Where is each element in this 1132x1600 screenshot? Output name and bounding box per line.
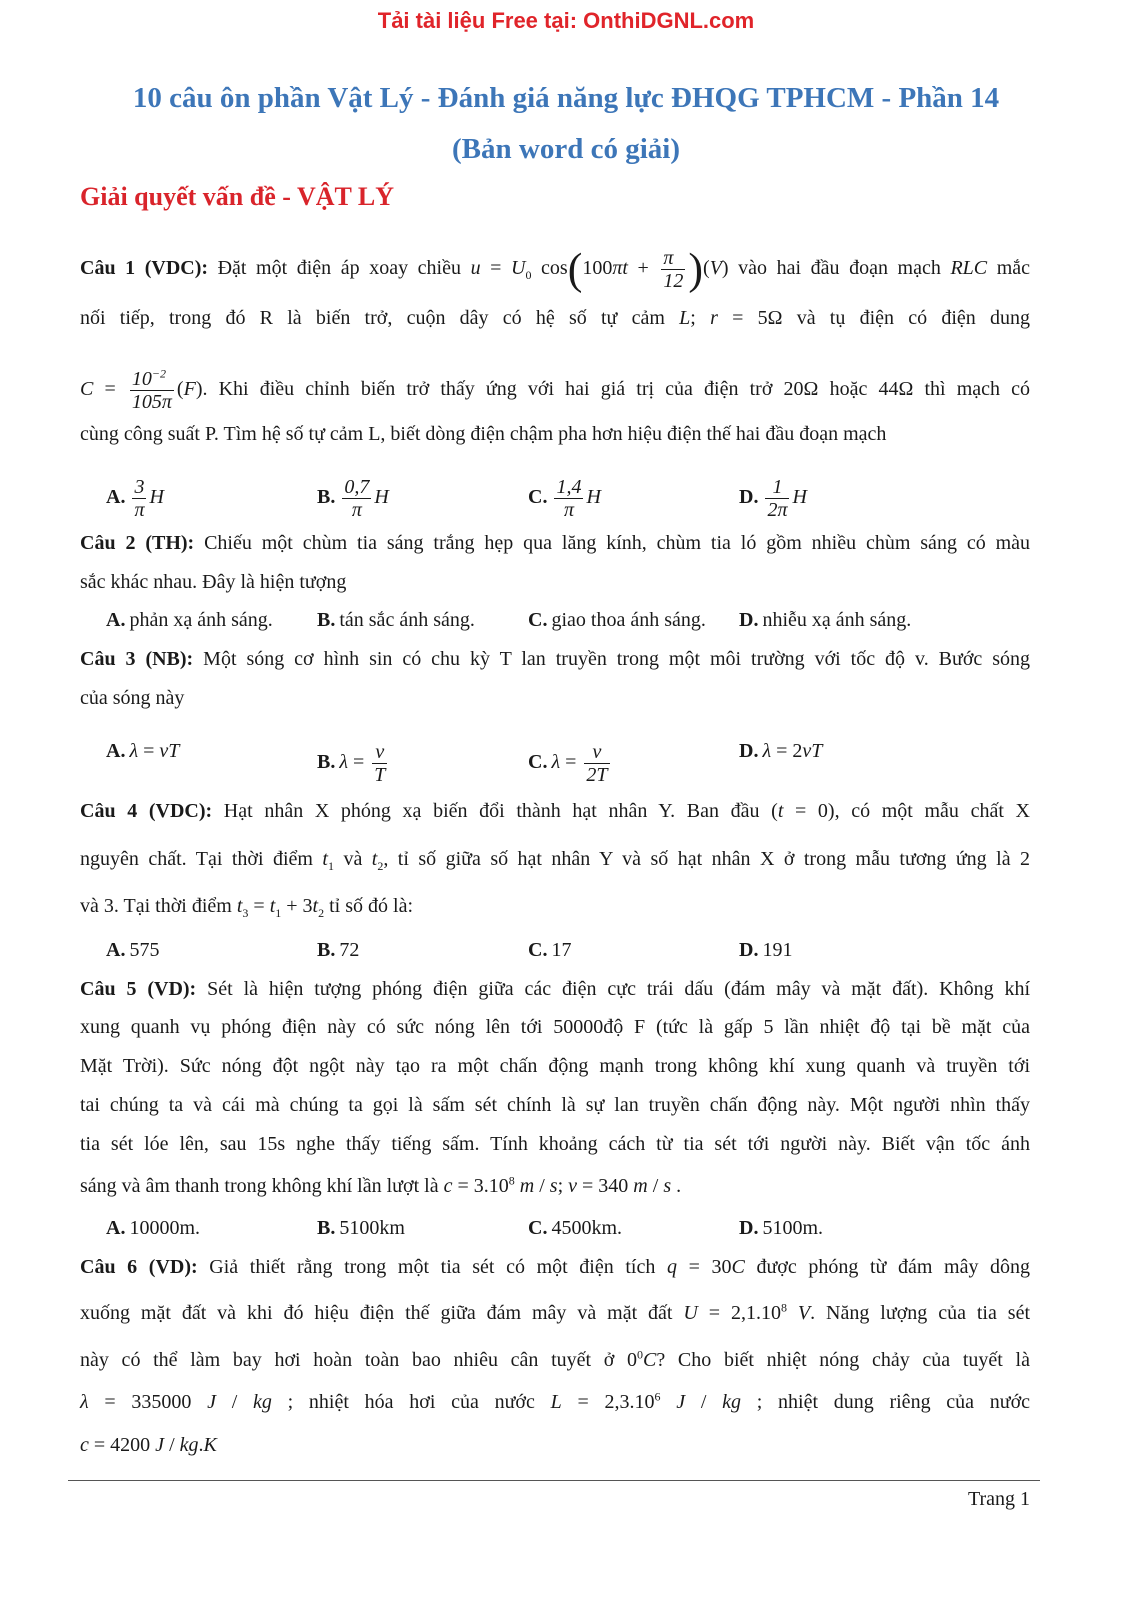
q4-t0-formula: (t = 0) — [771, 800, 835, 822]
q6-temperature-formula: $0^0C$ — [627, 1347, 657, 1371]
q5-line-4: tai chúng ta và cái mà chúng ta gọi là sấm sét chính là sự lan truyền chấn động này. Một người nhìn thấy — [80, 1094, 1030, 1116]
q4-label: Câu 4 (VDC): — [80, 800, 213, 822]
q3-option-a[interactable]: A. λ = vT — [106, 740, 180, 762]
q5-option-b[interactable]: B. 5100km — [317, 1217, 405, 1239]
q6-label: Câu 6 (VD): — [80, 1256, 198, 1278]
document-title: 10 câu ôn phần Vật Lý - Đánh giá năng lực ĐHQG TPHCM - Phần 14 — [132, 82, 1000, 114]
q5-option-c[interactable]: C. 4500km. — [528, 1217, 623, 1239]
q5-option-a[interactable]: A. 10000m. — [106, 1217, 201, 1239]
q5-line-5: tia sét lóe lên, sau 15s nghe thấy tiếng sấm. Tính khoảng cách từ tia sét tới người này. Biết vận tốc ánh — [80, 1133, 1030, 1155]
document-subtitle: (Bản word có giải) — [452, 133, 680, 165]
q5-line-3: Mặt Trời). Sức nóng đột ngột này tạo ra một chấn động mạnh trong không khí xung quanh và truyền tới — [80, 1055, 1030, 1077]
q1-line-4: cùng công suất P. Tìm hệ số tự cảm L, biết dòng điện chậm pha hơn hiệu điện thế hai đầu đoạn mạch — [80, 423, 887, 445]
q1-line-3: C = $\frac{10^{-2}}{105\pi}$ (F). Khi điều chỉnh biến trở thấy ứng với hai giá trị của điện trở 20Ω hoặc 44Ω thì mạch có — [80, 366, 1031, 413]
q2-line-1: Câu 2 (TH): Chiếu một chùm tia sáng trắng hẹp qua lăng kính, chùm tia ló gồm nhiều chùm sáng có màu — [80, 532, 1030, 554]
q5-label: Câu 5 (VD): — [80, 978, 197, 1000]
q6-specific-heat-formula: c = 4200 J / kg.K — [80, 1434, 217, 1456]
q6-line-1: Câu 6 (VD): Giả thiết rằng trong một tia sét có một điện tích q = 30C được phóng từ đám mây dông — [80, 1256, 1031, 1278]
q5-line-1: Câu 5 (VD): Sét là hiện tượng phóng điện giữa các điện cực trái dấu (đám mây và mặt đất). Không khí — [80, 978, 1031, 1000]
q4-option-d[interactable]: D. 191 — [739, 939, 793, 961]
q1-option-d[interactable]: D. $\frac{1}{2\pi}$ H — [739, 476, 807, 521]
q4-line-1: Câu 4 (VDC): Hạt nhân X phóng xạ biến đổi thành hạt nhân Y. Ban đầu (t = 0), có một mẫu chất X — [80, 800, 1030, 822]
q3-line-1: Câu 3 (NB): Một sóng cơ hình sin có chu kỳ T lan truyền trong một môi trường với tốc độ v. Bước sóng — [80, 648, 1030, 670]
section-heading: Giải quyết vấn đề - VẬT LÝ — [80, 182, 394, 211]
q4-option-b[interactable]: B. 72 — [317, 939, 360, 961]
q6-latent-heat-formula: $L = 2,3.10^6$ J / kg — [550, 1389, 742, 1413]
q6-line-5 — [80, 1435, 1030, 1455]
q4-option-a[interactable]: A. 575 — [106, 939, 160, 961]
q3-option-c[interactable]: C. λ = $\frac{v}{2T}$ — [528, 741, 608, 786]
q5-line-6: sáng và âm thanh trong không khí lần lượt là $c = 3.10^8$ m / s; v = 340 m / s . — [80, 1173, 682, 1197]
footer-divider — [68, 1480, 1040, 1481]
q5-option-d[interactable]: D. 5100m. — [739, 1217, 824, 1239]
q2-option-c[interactable]: C. giao thoa ánh sáng. — [528, 609, 706, 631]
q1-inductance-formula: L; r = 5Ω — [679, 307, 783, 329]
q6-line-4: λ = 335000 J / kg ; nhiệt hóa hơi của nước $L = 2,3.10^6$ J / kg ; nhiệt dung riêng của nước — [80, 1389, 1031, 1413]
q4-line-3: và 3. Tại thời điểm $t_3 = t_1 + 3t_2$ tỉ số đó là: — [80, 895, 413, 920]
page-number: Trang 1 — [967, 1488, 1030, 1510]
download-banner[interactable]: Tải tài liệu Free tại: OnthiDGNL.com — [377, 8, 755, 33]
q5-speed-formula: $c = 3.10^8$ m / s; v = 340 m / s . — [443, 1173, 682, 1197]
q6-lambda-formula: λ = 335000 J / kg — [80, 1391, 272, 1413]
q5-line-2: xung quanh vụ phóng điện này có sức nóng lên tới 50000độ F (tức là gấp 5 lần nhiệt độ tại bề mặt của — [80, 1016, 1031, 1038]
q3-label: Câu 3 (NB): — [80, 648, 194, 670]
q6-line-2: xuống mặt đất và khi đó hiệu điện thế giữa đám mây và mặt đất $U = 2,1.10^8$ V. Năng lượng của tia sét — [80, 1300, 1030, 1324]
q6-line-3: này có thể làm bay hơi hoàn toàn bao nhiêu cân tuyết ở $0^0C$? Cho biết nhiệt nóng chảy của tuyết là — [80, 1347, 1030, 1371]
q2-option-a[interactable]: A. phản xạ ánh sáng. — [106, 609, 273, 631]
q1-line-2: nối tiếp, trong đó R là biến trở, cuộn dây có hệ số tự cảm L; r = 5Ω và tụ điện có điện dung — [80, 307, 1031, 329]
q2-option-b[interactable]: B. tán sắc ánh sáng. — [317, 609, 475, 631]
q1-label: Câu 1 (VDC): — [80, 257, 209, 280]
q3-line-2: của sóng này — [80, 687, 185, 709]
q4-t3-formula: $t_3 = t_1 + 3t_2$ — [236, 895, 325, 920]
q1-option-b[interactable]: B. $\frac{0,7}{\pi}$ H — [317, 476, 389, 521]
q1-option-c[interactable]: C. $\frac{1,4}{\pi}$ H — [528, 476, 601, 521]
q1-capacitance-formula: C = $\frac{10^{-2}}{105\pi}$ (F) — [80, 366, 203, 413]
q4-option-c[interactable]: C. 17 — [528, 939, 572, 961]
q3-option-d[interactable]: D. λ = 2vT — [739, 740, 823, 762]
q1-voltage-formula: $u = U_0$ cos(100πt + $\frac{\pi}{12}$ )(V) — [470, 244, 729, 294]
q6-charge-formula: q = 30C — [666, 1256, 745, 1278]
q1-line-1: Câu 1 (VDC): Đặt một điện áp xoay chiều $u = U_0$ cos(100πt + $\frac{\pi}{12}$ )(V) vào hai đầu đoạn mạch RLC mắc — [80, 244, 1031, 294]
q4-line-2: nguyên chất. Tại thời điểm $t_1$ và $t_2$, tỉ số giữa số hạt nhân Y và số hạt nhân X ở trong mẫu tương ứng là 2 — [80, 848, 1031, 873]
q2-line-2: sắc khác nhau. Đây là hiện tượng — [80, 571, 347, 593]
q6-voltage-formula: $U = 2,1.10^8$ V — [683, 1300, 811, 1324]
q3-option-b[interactable]: B. λ = $\frac{v}{T}$ — [317, 741, 386, 786]
q2-option-d[interactable]: D. nhiễu xạ ánh sáng. — [739, 609, 912, 631]
q2-label: Câu 2 (TH): — [80, 532, 195, 554]
q1-option-a[interactable]: A. $\frac{3}{\pi}$ H — [106, 476, 164, 521]
